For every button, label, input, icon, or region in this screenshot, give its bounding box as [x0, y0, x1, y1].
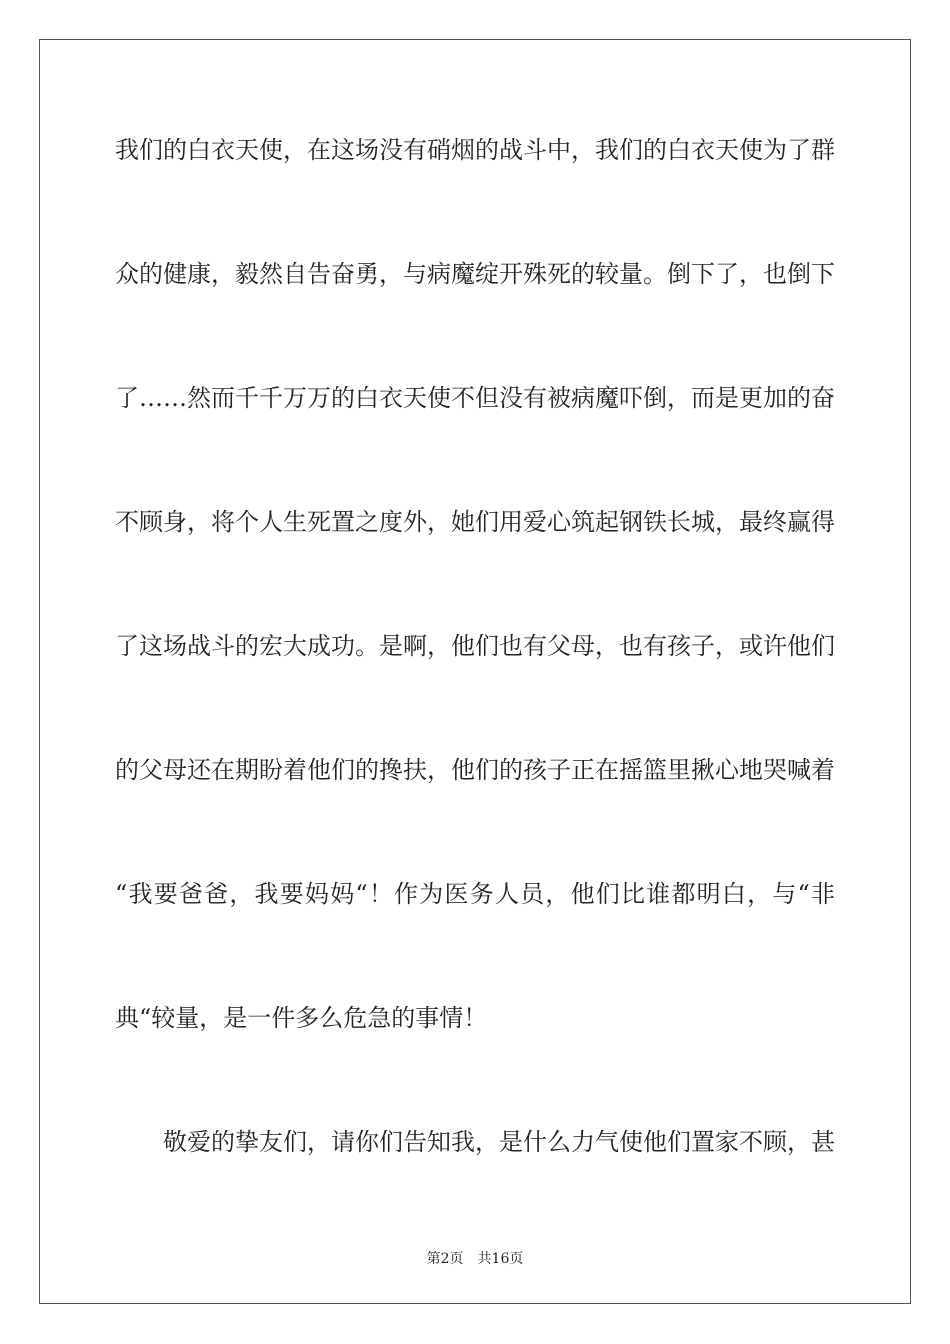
text-line-6: 的父母还在期盼着他们的搀扶，他们的孩子正在摇篮里揪心地哭喊着 — [115, 756, 835, 784]
text-line-9: 敬爱的挚友们，请你们告知我，是什么力气使他们置家不顾，甚 — [163, 1128, 835, 1156]
text-line-5: 了这场战斗的宏大成功。是啊，他们也有父母，也有孩子，或许他们 — [115, 632, 835, 660]
text-line-4: 不顾身，将个人生死置之度外，她们用爱心筑起钢铁长城，最终赢得 — [115, 508, 835, 536]
page-frame — [39, 39, 911, 1304]
page-footer — [0, 1248, 950, 1268]
text-line-7: “我要爸爸，我要妈妈“！作为医务人员，他们比谁都明白，与“非 — [115, 880, 835, 908]
page-total: 共16页 — [477, 1251, 524, 1267]
text-line-8: 典“较量，是一件多么危急的事情！ — [115, 1004, 488, 1032]
text-line-2: 众的健康，毅然自告奋勇，与病魔绽开殊死的较量。倒下了，也倒下 — [115, 260, 835, 288]
text-line-3: 了……然而千千万万的白衣天使不但没有被病魔吓倒，而是更加的奋 — [115, 384, 835, 412]
page-number: 第2页 — [426, 1251, 464, 1267]
text-line-1: 我们的白衣天使，在这场没有硝烟的战斗中，我们的白衣天使为了群 — [115, 136, 835, 164]
